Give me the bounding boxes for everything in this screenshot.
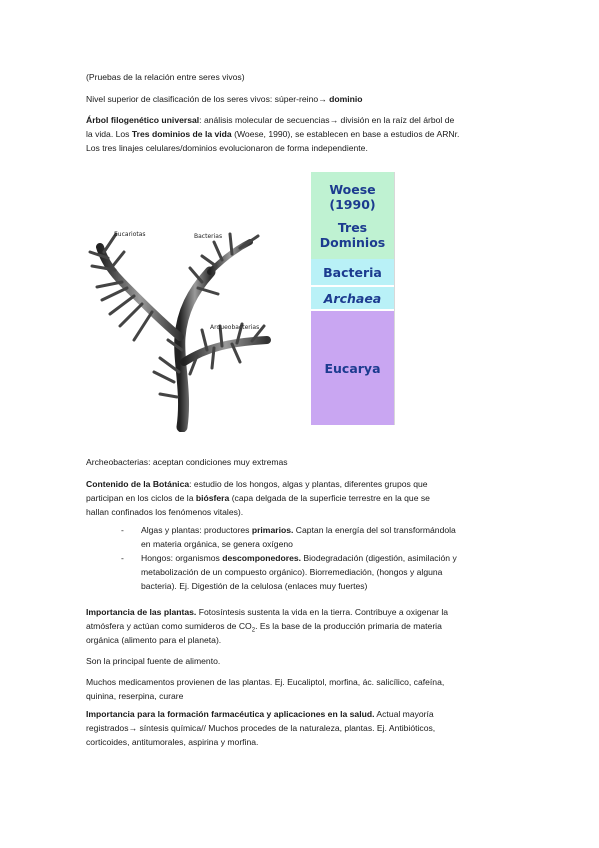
domain-eucarya: Eucarya bbox=[311, 311, 394, 425]
paragraph-importancia-line1: Importancia de las plantas. Fotosíntesis sustenta la vida en la tierra. Contribuye a oxigenar la bbox=[86, 607, 449, 617]
bullet-dash: - bbox=[121, 553, 124, 563]
domain-bacteria: Bacteria bbox=[311, 259, 394, 285]
bullet-hongos-line2: metabolización de un compuesto orgánico). Biorremediación, (hongos y alguna bbox=[141, 567, 443, 577]
domains-title-box bbox=[311, 172, 394, 259]
paragraph-importancia-line3: orgánica (alimento para el planeta). bbox=[86, 635, 222, 645]
paragraph-importancia-line2: atmósfera y actúan como sumideros de $CO_2$. Es la base de la producción primaria de materia bbox=[86, 621, 442, 634]
three-domains-diagram bbox=[311, 172, 394, 425]
domains-title-tres: Tres bbox=[337, 219, 368, 235]
bullet-hongos-line1: Hongos: organismos descomponedores. Biodegradación (digestión, asimilación y bbox=[141, 553, 457, 563]
paragraph-medicamentos-line1: Muchos medicamentos provienen de las plantas. Ej. Eucaliptol, morfina, ác. salicílico, cafeína, bbox=[86, 677, 445, 687]
label-eucariotas: Eucariotas bbox=[114, 231, 146, 238]
domain-archaea: Archaea bbox=[311, 287, 394, 309]
bullet-dash: - bbox=[121, 525, 124, 535]
paragraph-botanica-line3: hallan confinados los fenómenos vitales). bbox=[86, 507, 244, 517]
paragraph-arbol-line1: Árbol filogenético universal: análisis molecular de secuencias→ división en la raíz del árbol de bbox=[86, 115, 455, 125]
paragraph-botanica-line2: participan en los ciclos de la biósfera (capa delgada de la superficie terrestre en la que se bbox=[86, 493, 430, 503]
label-bacterias: Bacterias bbox=[194, 233, 223, 240]
paragraph-farmaceutica-line3: corticoides, antitumorales, aspirina y morfina. bbox=[86, 737, 259, 747]
bullet-algas-line1: Algas y plantas: productores primarios. Captan la energía del sol transformándola bbox=[141, 525, 456, 535]
domains-title-dominios: Dominios bbox=[319, 234, 386, 250]
paragraph-medicamentos-line2: quinina, reserpina, curare bbox=[86, 691, 184, 701]
domains-title-year: (1990) bbox=[329, 196, 376, 212]
bullet-algas-line2: en materia orgánica, se genera oxígeno bbox=[141, 539, 293, 549]
paragraph-farmaceutica-line2: registrados→ síntesis química// Muchos procedes de la naturaleza, plantas. Ej. Antibióticos, bbox=[86, 723, 436, 733]
paragraph-arbol-line2: la vida. Los Tres dominios de la vida (Woese, 1990), se establecen en base a estudios de ARNr. bbox=[86, 129, 460, 139]
paragraph-farmaceutica-line1: Importancia para la formación farmacéutica y aplicaciones en la salud. Actual mayoría bbox=[86, 709, 434, 719]
paragraph-arbol-line3: Los tres linajes celulares/dominios evolucionaron de forma independiente. bbox=[86, 143, 368, 153]
paragraph-pruebas: (Pruebas de la relación entre seres vivos) bbox=[86, 72, 245, 82]
paragraph-botanica-line1: Contenido de la Botánica: estudio de los hongos, algas y plantas, diferentes grupos que bbox=[86, 479, 428, 489]
paragraph-fuente-alimento: Son la principal fuente de alimento. bbox=[86, 656, 221, 666]
bullet-hongos-line3: bacteria). Ej. Digestión de la celulosa (enlaces muy fuertes) bbox=[141, 581, 368, 591]
phylogenetic-tree-image bbox=[82, 222, 282, 432]
divider bbox=[394, 172, 395, 425]
paragraph-archeobacterias: Archeobacterias: aceptan condiciones muy extremas bbox=[86, 457, 288, 467]
label-arqueobacterias: Arqueobacterias bbox=[210, 324, 260, 331]
paragraph-nivel-superior: Nivel superior de clasificación de los seres vivos: súper-reino→ dominio bbox=[86, 94, 363, 104]
domains-title-woese: Woese bbox=[329, 181, 376, 197]
